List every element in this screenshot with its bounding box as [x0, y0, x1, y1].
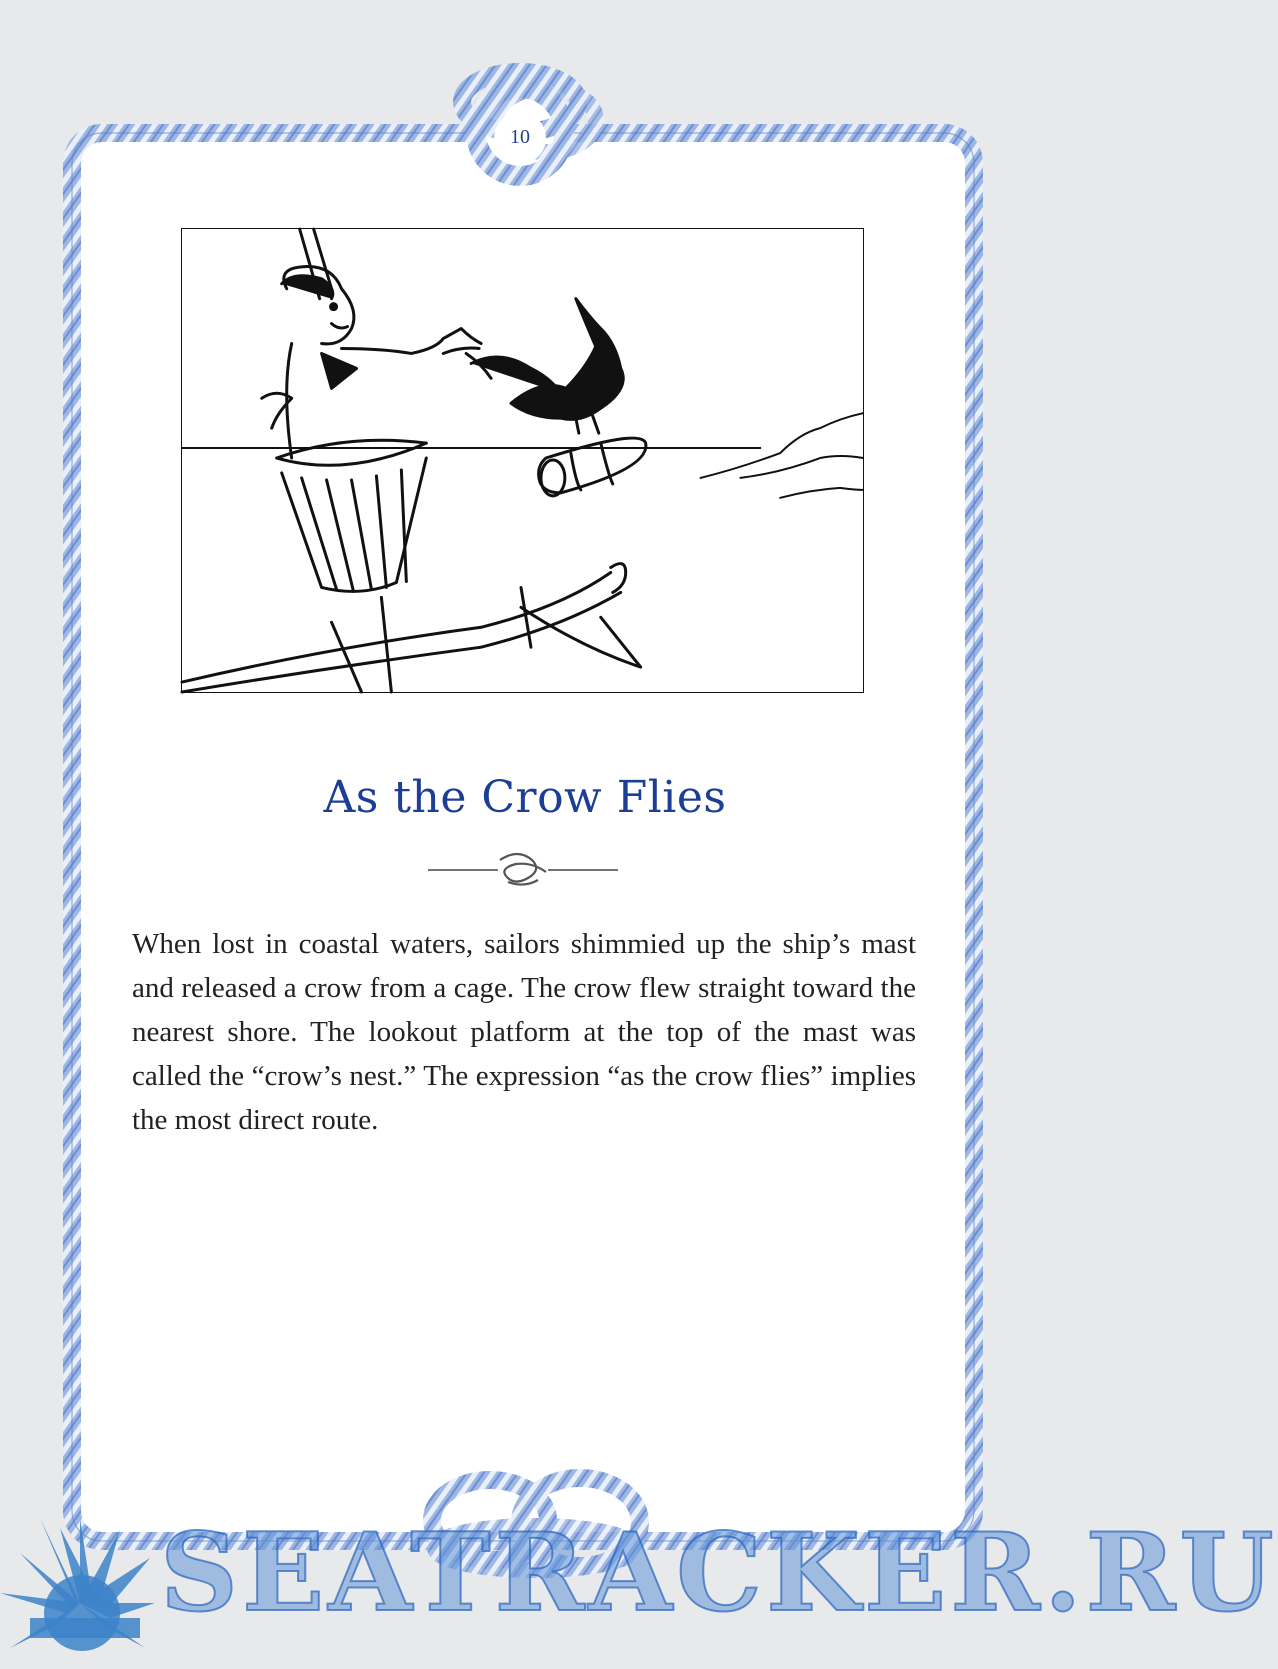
page-number: 10: [510, 126, 530, 148]
page-title: As the Crow Flies: [323, 772, 727, 823]
body-paragraph: When lost in coastal waters, sailors shimmied up the ship’s mast and released a crow from a cage. The crow flew straight toward the nearest shore. The lookout platform at the top of the mast was called the “crow’s nest.” The expression “as the crow flies” implies the most direct route.: [132, 928, 916, 1136]
watermark-text: SEATRACKER.RU: [160, 1510, 1278, 1636]
sailor-crow-illustration: [181, 228, 864, 693]
knot-ornament-icon: [428, 846, 618, 890]
